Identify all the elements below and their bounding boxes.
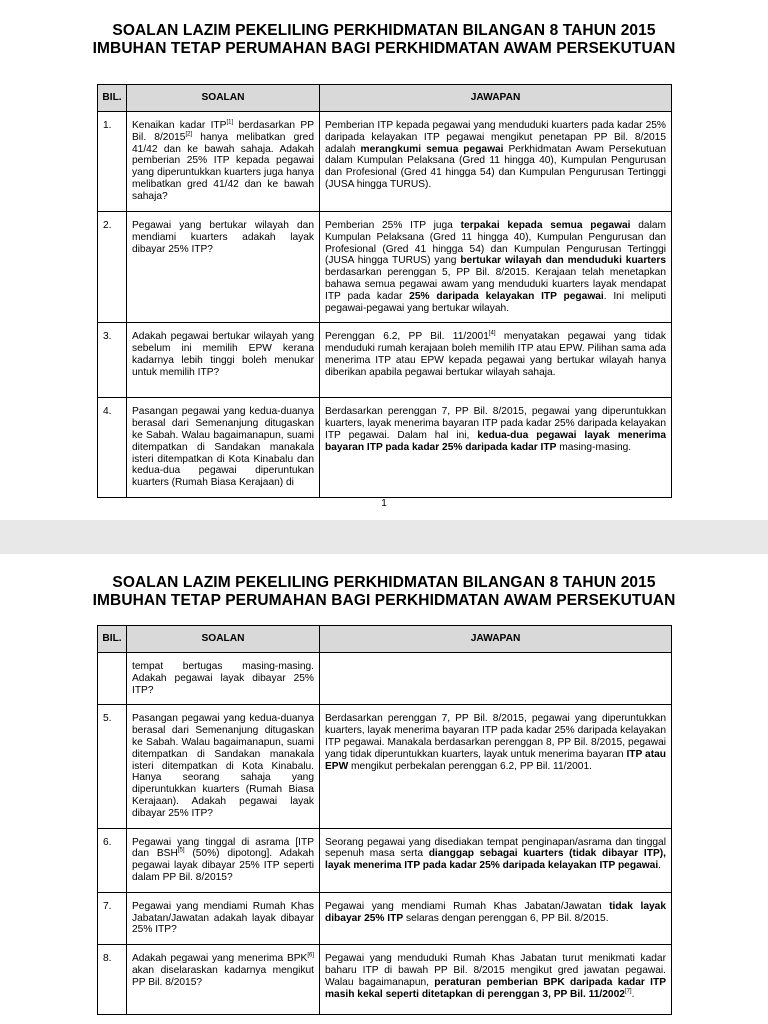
row-number: 6. [98, 828, 127, 892]
answer: Berdasarkan perenggan 7, PP Bil. 8/2015, pegawai yang diperuntukkan kuarters, layak menerima bayaran ITP pada kadar 25% daripada kelayakan ITP pegawai. Manakala berdasarkan perenggan 8, PP Bil. 8/2015, pegawai yang tidak diperuntukkan kuarters, layak untuk menerima bayaran ITP atau EPW mengikut perbekalan perenggan 6.2, PP Bil. 11/2001. [320, 705, 672, 828]
row-number: 3. [98, 323, 127, 398]
faq-table [97, 84, 672, 498]
column-header-bil: BIL. [98, 85, 127, 112]
question: Pegawai yang bertukar wilayah dan mendiami kuarters adakah layak dibayar 25% ITP? [127, 212, 320, 323]
answer: Seorang pegawai yang disediakan tempat penginapan/asrama dan tinggal sepenuh masa serta dianggap sebagai kuarters (tidak dibayar ITP), layak menerima ITP pada kadar 25% daripada kelayakan ITP pegawai. [320, 828, 672, 892]
question: Pasangan pegawai yang kedua-duanya berasal dari Semenanjung ditugaskan ke Sabah. Walau bagaimanapun, suami ditempatkan di Sandakan manakala isteri ditempatkan di Kota Kinabalu dan kedua-dua pegawai diperuntukan kuarters (Rumah Biasa Kerajaan) di [127, 398, 320, 498]
question: Pegawai yang mendiami Rumah Khas Jabatan/Jawatan adakah layak dibayar 25% ITP? [127, 892, 320, 944]
table-row [98, 705, 672, 828]
answer-empty [320, 653, 672, 705]
answer: Pegawai yang mendiami Rumah Khas Jabatan/Jawatan tidak layak dibayar 25% ITP selaras dengan perenggan 6, PP Bil. 8/2015. [320, 892, 672, 944]
question: Adakah pegawai yang menerima BPK[6] akan diselaraskan kadarnya mengikut PP Bil. 8/2015? [127, 945, 320, 1015]
question: Kenaikan kadar ITP[1] berdasarkan PP Bil. 8/2015[2] hanya melibatkan gred 41/42 dan ke bawah sahaja. Adakah pemberian 25% ITP kepada pegawai yang diperuntukkan kuarters juga hanya melibatkan gred 41/42 dan ke bawah sahaja? [127, 112, 320, 212]
row-number: 5. [98, 705, 127, 828]
page-number: 1 [381, 498, 387, 509]
row-number: 4. [98, 398, 127, 498]
table-header-row [98, 85, 672, 112]
document-title [0, 554, 768, 610]
document-title [0, 0, 768, 58]
table-header-row [98, 626, 672, 653]
row-number: 8. [98, 945, 127, 1015]
page-separator [0, 520, 768, 554]
row-number: 2. [98, 212, 127, 323]
column-header-bil: BIL. [98, 626, 127, 653]
column-header-soalan: SOALAN [127, 85, 320, 112]
table-row-continued [98, 653, 672, 705]
faq-table [97, 625, 672, 1015]
table-row [98, 212, 672, 323]
footnote-ref[interactable]: [6] [307, 952, 314, 959]
row-number-empty [98, 653, 127, 705]
table-row [98, 945, 672, 1015]
document-page-2 [0, 554, 768, 1024]
table-row [98, 398, 672, 498]
question: Adakah pegawai bertukar wilayah yang sebelum ini memilih EPW kerana kadarnya lebih tinggi boleh menukar untuk memilih ITP? [127, 323, 320, 398]
row-number: 7. [98, 892, 127, 944]
footnote-ref[interactable]: [7] [624, 988, 632, 995]
answer: Pegawai yang menduduki Rumah Khas Jabatan turut menikmati kadar baharu ITP di bawah PP Bil. 8/2015 mengikut gred jawatan pegawai. Walau bagaimanapun, peraturan pemberian BPK daripada kadar ITP masih kekal seperti ditetapkan di perenggan 3, PP Bil. 11/2002[7]. [320, 945, 672, 1015]
column-header-jawapan: JAWAPAN [320, 626, 672, 653]
question: Pasangan pegawai yang kedua-duanya berasal dari Semenanjung ditugaskan ke Sabah. Walau bagaimanapun, suami ditempatkan di Sandakan manakala isteri ditempatkan di Kota Kinabalu. Hanya seorang sahaja yang diperuntukkan kuarters (Rumah Biasa Kerajaan). Adakah pegawai layak dibayar 25% ITP? [127, 705, 320, 828]
answer: Pemberian 25% ITP juga terpakai kepada semua pegawai dalam Kumpulan Pelaksana (Gred 11 hingga 40), Kumpulan Pengurusan dan Profesional (Gred 41 hingga 54) dan Kumpulan Pengurusan Tertinggi (JUSA hingga TURUS) yang bertukar wilayah dan menduduki kuarters berdasarkan perenggan 5, PP Bil. 8/2015. Kerajaan telah menetapkan bahawa semua pegawai awam yang menduduki kuarters layak mendapat ITP pada kadar 25% daripada kelayakan ITP pegawai. Ini meliputi pegawai-pegawai yang bertukar wilayah. [320, 212, 672, 323]
answer: Perenggan 6.2, PP Bil. 11/2001[4] menyatakan pegawai yang tidak menduduki rumah kerajaan boleh memilih ITP atau EPW. Pilihan sama ada menerima ITP atau EPW kepada pegawai yang bertukar wilayah hanya diberikan apabila pegawai bertukar wilayah sahaja. [320, 323, 672, 398]
answer: Pemberian ITP kepada pegawai yang menduduki kuarters pada kadar 25% daripada kelayakan ITP pegawai mengikut penetapan PP Bil. 8/2015 adalah merangkumi semua pegawai Perkhidmatan Awam Persekutuan dalam Kumpulan Pelaksana (Gred 11 hingga 40), Kumpulan Pengurusan dan Profesional (Gred 41 hingga 54) dan Kumpulan Pengurusan Tertinggi (JUSA hingga TURUS). [320, 112, 672, 212]
column-header-jawapan: JAWAPAN [320, 85, 672, 112]
table-row [98, 892, 672, 944]
table-row [98, 112, 672, 212]
question-continued: tempat bertugas masing-masing. Adakah pegawai layak dibayar 25% ITP? [127, 653, 320, 705]
question: Pegawai yang tinggal di asrama [ITP dan BSH[5] (50%) dipotong]. Adakah pegawai layak dibayar 25% ITP seperti dalam PP Bil. 8/2015? [127, 828, 320, 892]
footnote-ref[interactable]: [4] [488, 330, 496, 337]
footnote-ref[interactable]: [5] [177, 847, 185, 854]
footnote-ref[interactable]: [2] [185, 131, 193, 138]
title-line-1: SOALAN LAZIM PEKELILING PERKHIDMATAN BILANGAN 8 TAHUN 2015 [112, 22, 656, 39]
answer: Berdasarkan perenggan 7, PP Bil. 8/2015, pegawai yang diperuntukkan kuarters, layak menerima bayaran ITP pada kadar 25% daripada kelayakan ITP pegawai. Dalam hal ini, kedua-dua pegawai layak menerima bayaran ITP pada kadar 25% daripada kadar ITP masing-masing. [320, 398, 672, 498]
title-line-2: IMBUHAN TETAP PERUMAHAN BAGI PERKHIDMATAN AWAM PERSEKUTUAN [92, 592, 676, 609]
row-number: 1. [98, 112, 127, 212]
column-header-soalan: SOALAN [127, 626, 320, 653]
footnote-ref[interactable]: [1] [226, 119, 234, 126]
table-row [98, 828, 672, 892]
title-line-1: SOALAN LAZIM PEKELILING PERKHIDMATAN BILANGAN 8 TAHUN 2015 [112, 574, 656, 591]
title-line-2: IMBUHAN TETAP PERUMAHAN BAGI PERKHIDMATAN AWAM PERSEKUTUAN [92, 40, 676, 57]
table-row [98, 323, 672, 398]
